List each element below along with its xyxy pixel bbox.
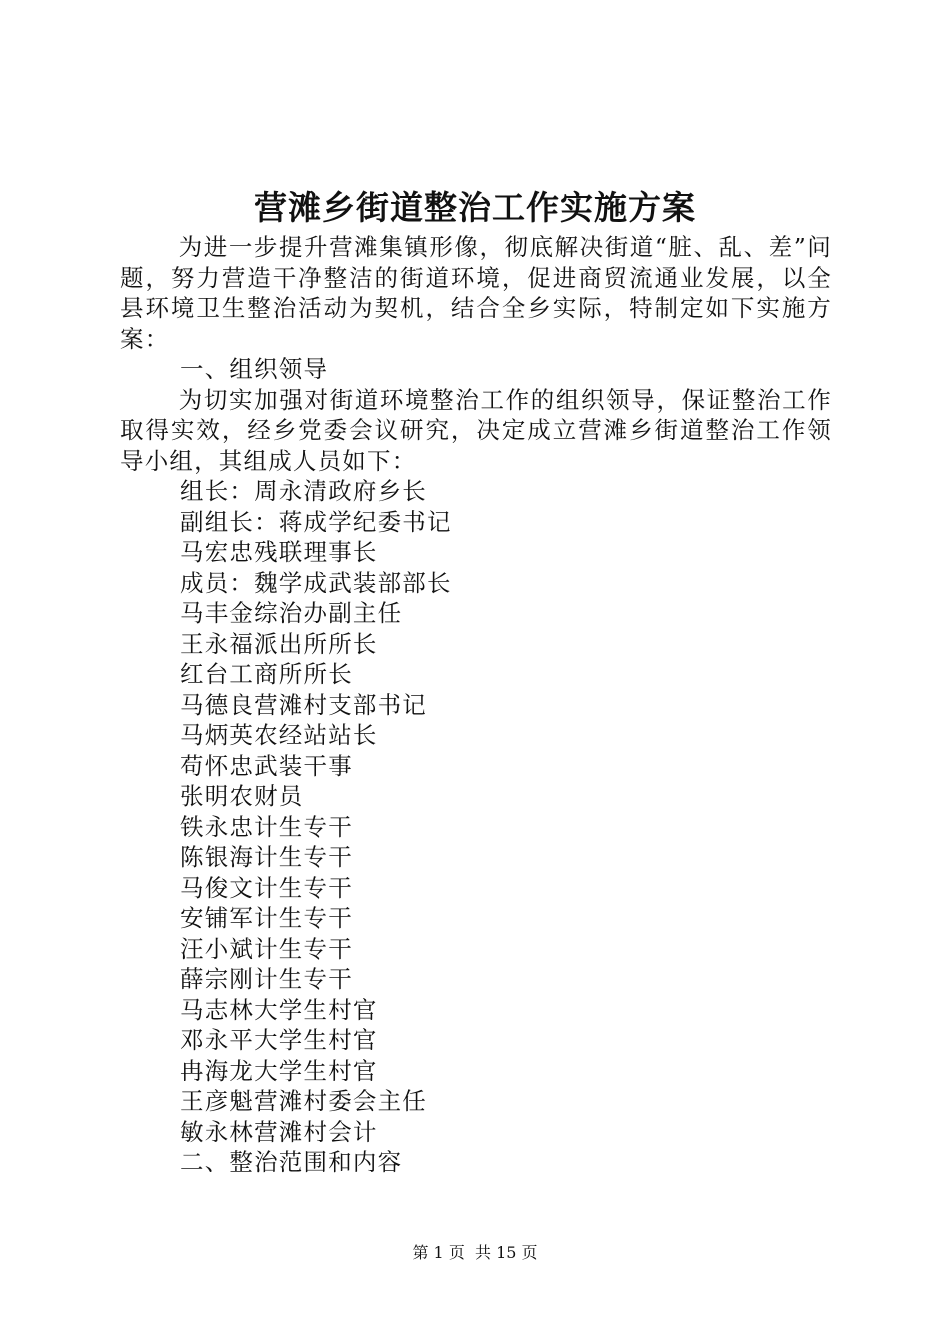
member-line: 马宏忠残联理事长 xyxy=(180,538,378,566)
member-line: 马丰金综治办副主任 xyxy=(180,599,403,627)
document-title: 营滩乡街道整治工作实施方案 xyxy=(254,188,696,227)
member-list xyxy=(120,476,832,1147)
member-line: 组长：周永清政府乡长 xyxy=(180,477,427,505)
document-body xyxy=(120,232,832,1178)
member-line: 张明农财员 xyxy=(180,782,304,810)
member-line: 马志林大学生村官 xyxy=(180,995,378,1024)
member-line: 苟怀忠武装干事 xyxy=(180,751,353,780)
member-line: 王永福派出所所长 xyxy=(180,629,378,658)
member-line: 陈银海计生专干 xyxy=(180,843,353,871)
page-footer: 第 1 页 共 15 页 xyxy=(412,1243,538,1262)
member-line: 铁永忠计生专干 xyxy=(180,812,353,841)
section-heading-scope: 二、整治范围和内容 xyxy=(180,1148,403,1176)
member-line: 邓永平大学生村官 xyxy=(180,1026,378,1054)
member-line: 冉海龙大学生村官 xyxy=(180,1056,378,1085)
member-line: 汪小斌计生专干 xyxy=(180,934,353,963)
member-line: 安铺军计生专干 xyxy=(180,904,353,932)
member-line: 马德良营滩村支部书记 xyxy=(180,690,427,719)
member-line: 副组长：蒋成学纪委书记 xyxy=(180,507,452,536)
member-line: 王彦魁营滩村委会主任 xyxy=(180,1087,427,1115)
organization-paragraph: 为切实加强对街道环境整治工作的组织领导，保证整治工作取得实效，经乡党委会议研究，决定成立营滩乡街道整治工作领导小组，其组成人员如下： xyxy=(120,385,832,475)
intro-paragraph: 为进一步提升营滩集镇形像，彻底解决街道“脏、乱、差”问题，努力营造干净整洁的街道环境，促进商贸流通业发展，以全县环境卫生整治活动为契机，结合全乡实际，特制定如下实施方案： xyxy=(120,233,832,353)
member-line: 红台工商所所长 xyxy=(180,660,353,688)
member-line: 马炳英农经站站长 xyxy=(180,721,378,749)
member-line: 成员：魏学成武装部部长 xyxy=(180,568,452,597)
member-line: 马俊文计生专干 xyxy=(180,873,353,902)
section-heading-organization: 一、组织领导 xyxy=(180,355,329,383)
member-line: 敏永林营滩村会计 xyxy=(180,1117,378,1146)
member-line: 薛宗刚计生专干 xyxy=(180,965,353,993)
